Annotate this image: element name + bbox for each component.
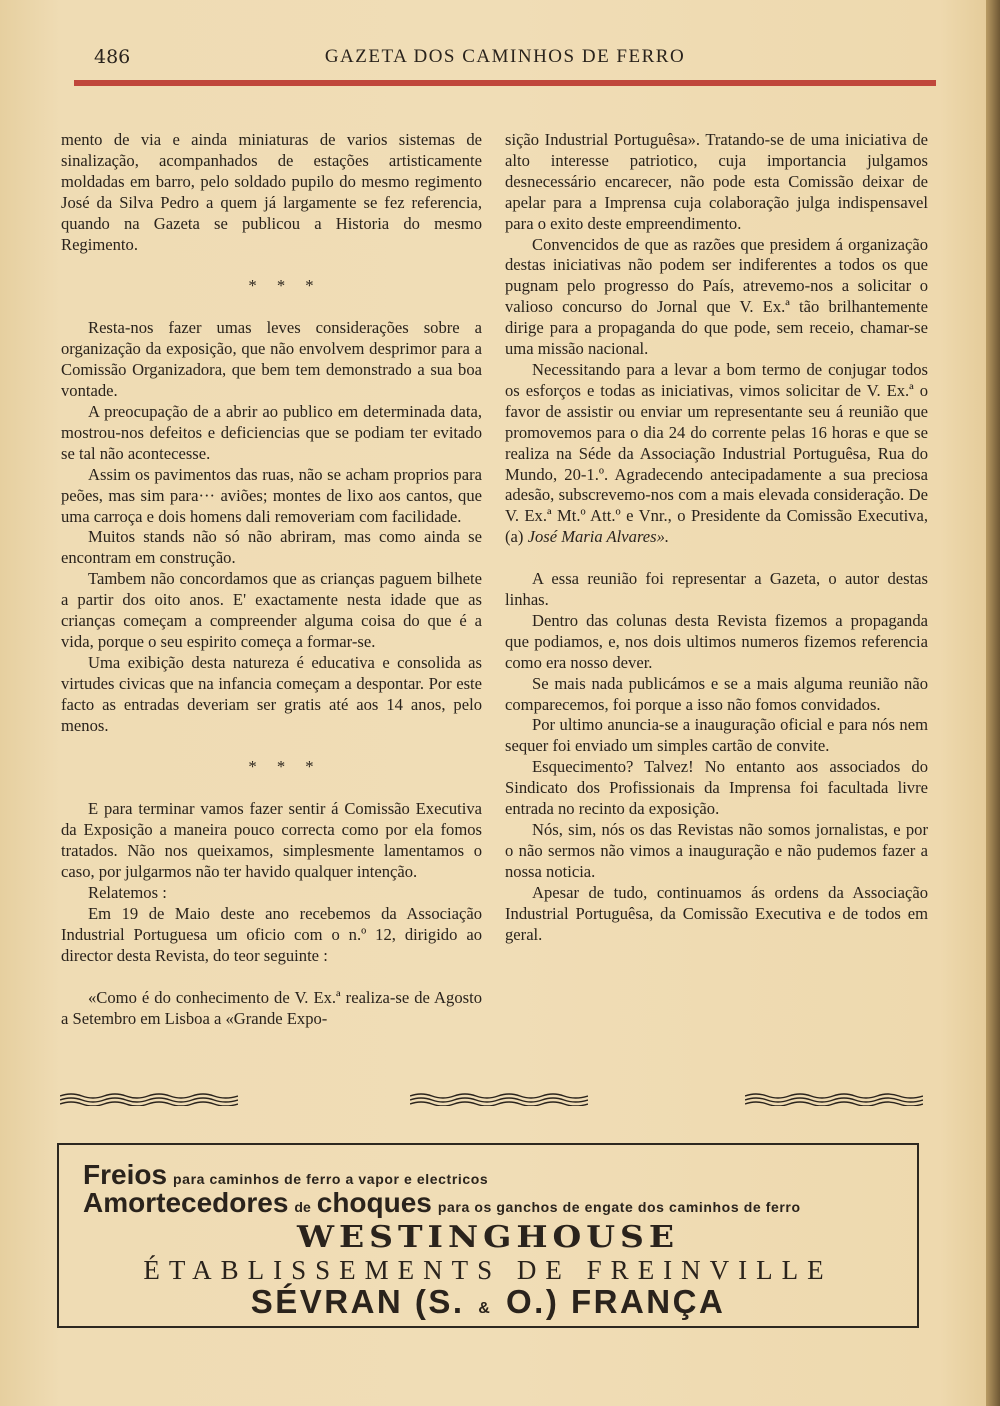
advert-location — [59, 1283, 917, 1321]
paragraph: sição Industrial Portuguêsa». Tratando-se de uma iniciativa de alto interesse patriotico, cuja importancia julgamos desnecessário encarecer, não pode esta Comissão deixar de apelar para a Imprensa cuja colaboração julga indispensavel para o exito deste empreendimento. — [505, 130, 928, 233]
letter-body: Necessitando para a levar a bom termo de conjugar todos os esforços e todas as iniciativas, vimos solicitar de V. Ex.ª o favor de assistir ou enviar um representante seu á reunião que promovemos para o dia 24 do corrente pelas 16 horas e que se realiza na Séde da Associação Industrial Portuguêsa, Rua do Mundo, 20-1.º. Agradecendo antecipadamente a sua preciosa adesão, subscrevemo-nos com a mais elevada consideração. De V. Ex.ª Mt.º Att.º e Vnr., o Presidente da Comissão Executiva, (a) — [505, 359, 928, 547]
advert-de: de — [294, 1199, 311, 1215]
paragraph: Uma exibição desta natureza é educativa e consolida as virtudes civicas que na infancia começam a despontar. Por este facto as entradas deveriam ser gratis até aos 14 anos, pelo menos. — [61, 652, 482, 735]
advert-brand: WESTINGHOUSE — [296, 1218, 680, 1255]
paragraph: Apesar de tudo, continuamos ás ordens da Associação Industrial Portuguêsa, da Comissão Executiva e de todos em geral. — [505, 882, 928, 944]
advert-company: ÉTABLISSEMENTS DE FREINVILLE — [143, 1255, 833, 1285]
header-rule — [74, 80, 936, 86]
paragraph: Assim os pavimentos das ruas, não se acham proprios para peões, mas sim para··· aviões; montes de lixo aos cantos, que uma carroça e dois homens dali removeriam com facilidade. — [61, 464, 482, 526]
quoted-letter-start: «Como é do conhecimento de V. Ex.ª realiza-se de Agosto a Setembro em Lisboa a «Grande Expo- — [61, 987, 482, 1028]
advert-line-shock-absorbers — [83, 1187, 801, 1219]
letter-signature: José Maria Alvares». — [527, 527, 670, 547]
paragraph: Se mais nada publicámos e se a mais alguma reunião não comparecemos, foi porque a isso não fomos convidados. — [505, 673, 928, 714]
paragraph — [505, 360, 928, 548]
page-number: 486 — [94, 46, 131, 68]
section-separator: * * * — [248, 276, 322, 296]
paragraph: A preocupação de a abrir ao publico em determinada data, mostrou-nos defeitos e deficiencias que se podiam ter evitado se tal não acontecesse. — [61, 401, 482, 463]
paragraph: E para terminar vamos fazer sentir á Comissão Executiva da Exposição a maneira pouco correcta como por ela fomos tratados. Não nos queixamos, simplesmente lamentamos o caso, por julgarmos não ter havido qualquer intenção. — [61, 799, 482, 882]
paragraph: Muitos stands não só não abriram, mas como ainda se encontram em construção. — [61, 527, 482, 568]
advert-choques-desc: para os ganchos de engate dos caminhos de ferro — [437, 1199, 801, 1215]
left-column — [61, 130, 482, 1029]
advert-location-a: SÉVRAN (S. — [250, 1283, 465, 1320]
advert-freios: Freios — [83, 1159, 168, 1190]
westinghouse-advertisement — [57, 1143, 919, 1328]
advert-choques: choques — [316, 1187, 432, 1218]
advert-freios-desc: para caminhos de ferro a vapor e electricos — [173, 1171, 489, 1187]
advert-ampersand: & — [478, 1300, 493, 1317]
wave-ornament-center — [410, 1092, 588, 1106]
paragraph: A essa reunião foi representar a Gazeta, o autor destas linhas. — [505, 569, 928, 610]
page-header — [74, 38, 936, 74]
paragraph: mento de via e ainda miniaturas de varios sistemas de sinalização, acompanhados de estações artisticamente moldadas em barro, pelo soldado pupilo do mesmo regimento José da Silva Pedro a quem já largamente se fez referencia, quando na Gazeta se publicou a Historia do mesmo Regimento. — [61, 130, 482, 254]
paragraph: Tambem não concordamos que as crianças paguem bilhete a partir dos oito anos. E' exactamente nesta idade que as crianças começam a compreender alguma coisa do que é a vida, porque o seu espirito começa a formar-se. — [61, 569, 482, 651]
paragraph: Resta-nos fazer umas leves considerações sobre a organização da exposição, que não envolvem desprimor para a Comissão Organizadora, que bem tem demonstrado a sua boa vontade. — [61, 318, 482, 401]
journal-title: GAZETA DOS CAMINHOS DE FERRO — [324, 46, 686, 67]
advert-amortecedores: Amortecedores — [83, 1187, 289, 1218]
wave-ornament-left — [60, 1092, 238, 1106]
paragraph: Esquecimento? Talvez! No entanto aos associados do Sindicato dos Profissionais da Imprensa foi facultada livre entrada no recinto da exposição. — [505, 757, 928, 819]
paragraph: Nós, sim, nós os das Revistas não somos jornalistas, e por o não sermos não vimos a inauguração e não pudemos fazer a nossa noticia. — [505, 820, 928, 881]
paragraph: Dentro das colunas desta Revista fizemos a propaganda que podiamos, e, nos dois ultimos numeros fizemos referencia como era nosso dever. — [505, 610, 928, 672]
page-edge-shadow — [986, 0, 1000, 1406]
paragraph: Relatemos : — [88, 883, 167, 902]
right-column — [505, 130, 928, 945]
paragraph: Em 19 de Maio deste ano recebemos da Associação Industrial Portuguesa um oficio com o n.º 12, dirigido ao director desta Revista, do teor seguinte : — [61, 903, 482, 965]
wave-ornament-right — [745, 1092, 923, 1106]
section-separator: * * * — [248, 757, 322, 777]
advert-location-b: O.) FRANÇA — [505, 1283, 726, 1320]
paragraph: Por ultimo anuncia-se a inauguração oficial e para nós nem sequer foi enviado um simples cartão de convite. — [505, 715, 928, 756]
paragraph: Convencidos de que as razões que presidem á organização destas iniciativas não podem ser indiferentes a todos os que pugnam pelo progresso do País, atrevemo-nos a solicitar o valioso concurso do Jornal que V. Ex.ª tão brilhantemente dirige para a propaganda do que pode, sem receio, chamar-se uma missão nacional. — [505, 234, 928, 359]
